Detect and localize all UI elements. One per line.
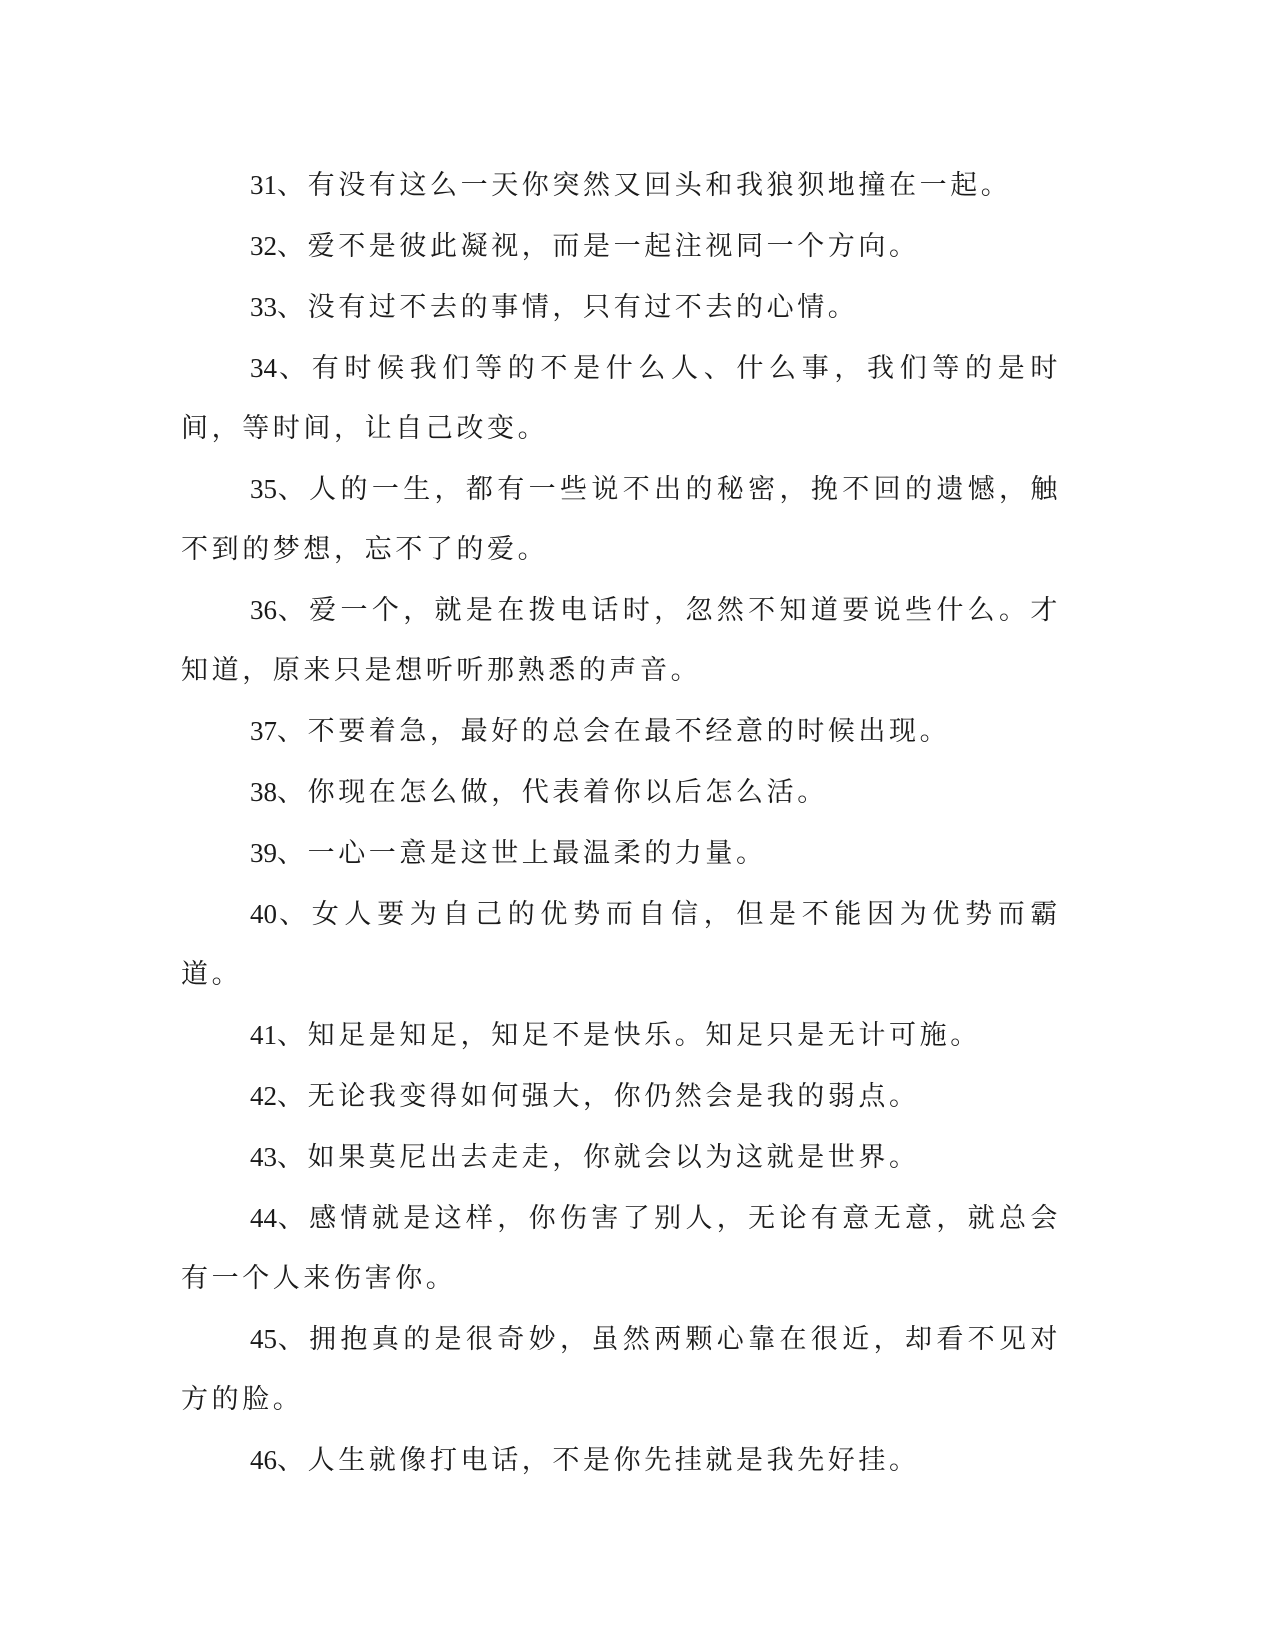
quote-text: 、你现在怎么做，代表着你以后怎么活。 [277,777,828,808]
quote-number: 42 [250,1081,277,1111]
quote-number: 46 [250,1445,277,1475]
quote-text: 、爱一个，就是在拨电话时，忽然不知道要说些什么。才知道，原来只是想听听那熟悉的声音。 [181,595,1061,686]
quote-text: 、爱不是彼此凝视，而是一起注视同一个方向。 [277,231,920,262]
quote-number: 32 [250,231,277,261]
quote-text: 、有没有这么一天你突然又回头和我狼狈地撞在一起。 [277,170,1012,201]
quote-paragraph-46 [181,1430,1061,1491]
quote-paragraph-32 [181,216,1061,277]
quote-text: 、如果莫尼出去走走，你就会以为这就是世界。 [277,1142,920,1173]
quote-number: 40 [250,899,277,929]
quote-text: 、感情就是这样，你伤害了别人，无论有意无意，就总会有一个人来伤害你。 [181,1203,1061,1294]
quote-list [181,155,1061,1491]
quote-paragraph-39 [181,823,1061,884]
quote-text: 、一心一意是这世上最温柔的力量。 [277,838,767,869]
quote-number: 43 [250,1142,277,1172]
quote-number: 39 [250,838,277,868]
quote-text: 、拥抱真的是很奇妙，虽然两颗心靠在很近，却看不见对方的脸。 [181,1324,1061,1415]
quote-paragraph-40 [181,884,1061,1005]
quote-number: 45 [250,1324,277,1354]
quote-number: 41 [250,1020,277,1050]
quote-number: 34 [250,353,277,383]
quote-paragraph-38 [181,762,1061,823]
quote-paragraph-44 [181,1188,1061,1309]
quote-text: 、没有过不去的事情，只有过不去的心情。 [277,292,859,323]
quote-number: 38 [250,777,277,807]
quote-paragraph-37 [181,701,1061,762]
quote-text: 、女人要为自己的优势而自信，但是不能因为优势而霸道。 [181,899,1061,990]
quote-number: 35 [250,474,277,504]
quote-paragraph-36 [181,580,1061,701]
quote-paragraph-33 [181,277,1061,338]
quote-paragraph-31 [181,155,1061,216]
quote-paragraph-45 [181,1309,1061,1430]
quote-text: 、人的一生，都有一些说不出的秘密，挽不回的遗憾，触不到的梦想，忘不了的爱。 [181,474,1061,565]
quote-number: 31 [250,170,277,200]
quote-text: 、有时候我们等的不是什么人、什么事，我们等的是时间，等时间，让自己改变。 [181,353,1061,444]
quote-paragraph-35 [181,459,1061,580]
quote-text: 、知足是知足，知足不是快乐。知足只是无计可施。 [277,1020,981,1051]
quote-number: 33 [250,292,277,322]
quote-text: 、人生就像打电话，不是你先挂就是我先好挂。 [277,1445,920,1476]
quote-paragraph-42 [181,1066,1061,1127]
quote-text: 、无论我变得如何强大，你仍然会是我的弱点。 [277,1081,920,1112]
quote-number: 37 [250,716,277,746]
quote-text: 、不要着急，最好的总会在最不经意的时候出现。 [277,716,951,747]
quote-number: 36 [250,595,277,625]
quote-paragraph-41 [181,1005,1061,1066]
quote-paragraph-34 [181,338,1061,459]
quote-number: 44 [250,1203,277,1233]
quote-paragraph-43 [181,1127,1061,1188]
